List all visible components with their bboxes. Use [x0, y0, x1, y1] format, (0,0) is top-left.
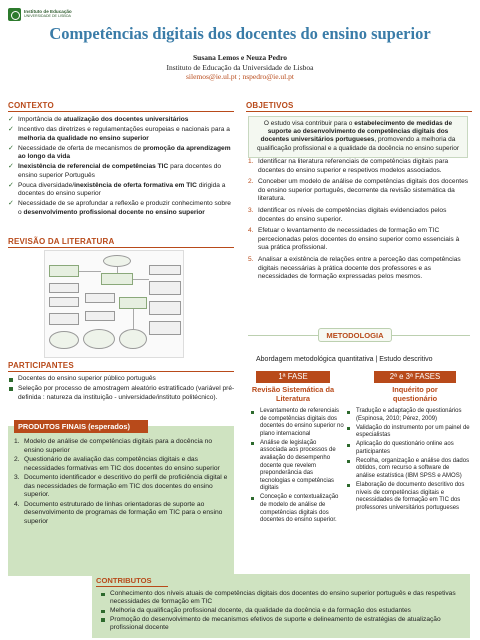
diagram-node: [83, 329, 115, 349]
diagram-node: [149, 321, 181, 335]
diagram-node: [119, 329, 147, 349]
phase1-label: 1ª FASE: [256, 371, 330, 383]
poster-title: Competências digitais dos docentes do ensino superior: [49, 24, 431, 43]
check-icon: ✓: [8, 200, 14, 208]
email: silemos@ie.ul.pt ; nspedro@ie.ul.pt: [186, 72, 294, 81]
diagram-node: [85, 311, 115, 321]
revisao-rule: [8, 247, 234, 248]
list-item: Tradução e adaptação de questionários (Espinosa, 2010; Pérez, 2009): [346, 408, 470, 423]
institution: Instituto de Educação da Universidade de Lisboa: [166, 62, 314, 72]
objetivos-list: [248, 158, 470, 285]
list-item: 3. Documento identificador e descritivo do perfil de proficiência digital e das necessidades de formação em TIC dos docentes do ensino superior.: [14, 474, 228, 499]
check-icon: ✓: [8, 116, 14, 123]
diagram-node: [49, 313, 79, 325]
logo-text: Instituto de Educação: [24, 9, 72, 14]
diagram-node: [103, 255, 131, 267]
check-icon: ✓: [8, 181, 14, 189]
contexto-heading: CONTEXTO: [8, 101, 54, 110]
metodologia-line-right: [392, 335, 470, 336]
contexto-list: [8, 116, 236, 219]
list-item: Análise de legislação associada aos processos de avaliação do desempenho docente que revelem preponderância das tecnologias e competências digitais: [250, 440, 344, 493]
diagram-node: [85, 293, 115, 303]
square-bullet-icon: [9, 378, 13, 382]
list-item: 3. Identificar os níveis de competências digitais evidenciados pelos docentes do ensino superior.: [248, 206, 447, 223]
list-item: ✓ Inexistência de referencial de competências TIC para docentes do ensino superior Português: [8, 163, 222, 179]
produtos-heading: PRODUTOS FINAIS (esperados): [14, 420, 148, 433]
metodologia-line-left: [248, 335, 318, 336]
square-bullet-icon: [347, 460, 350, 463]
square-bullet-icon: [347, 484, 350, 487]
produtos-list: [14, 438, 232, 527]
objetivos-heading: OBJETIVOS: [246, 101, 294, 110]
list-item: 2. Questionário de avaliação das competências digitais e das necessidades formativas em TIC dos docentes do ensino superior: [14, 456, 220, 472]
list-item: 2. Conceber um modelo de análise de competências digitais dos docentes do ensino superior português, decorrente da revisão sistemática da literatura.: [248, 178, 469, 203]
contributos-heading: CONTRIBUTOS: [96, 576, 152, 585]
square-bullet-icon: [347, 411, 350, 414]
literature-review-diagram: [44, 250, 184, 358]
diagram-node: [101, 273, 133, 285]
author-block: [0, 53, 480, 82]
logo-subtext: UNIVERSIDADE DE LISBOA: [24, 14, 71, 18]
check-icon: ✓: [8, 144, 14, 152]
list-item: Recolha, organização e análise dos dados obtidos, com recurso a software de análise estatística (IBM SPSS e AMOS): [346, 458, 470, 481]
authors: Susana Lemos e Neuza Pedro: [192, 53, 288, 62]
participantes-rule: [8, 371, 234, 372]
square-bullet-icon: [101, 618, 105, 622]
objetivos-rule: [246, 111, 472, 112]
list-item: Conceção e contextualização de modelo de análise de competências digitais dos docentes do ensino superior.: [250, 494, 344, 524]
list-item: ✓ Importância de atualização dos docentes universitários: [8, 116, 189, 123]
square-bullet-icon: [101, 610, 105, 614]
diagram-connector: [133, 279, 149, 280]
square-bullet-icon: [347, 427, 350, 430]
participantes-heading: PARTICIPANTES: [8, 361, 74, 370]
diagram-node: [149, 265, 181, 275]
list-item: Aplicação do questionário online aos participantes: [346, 441, 470, 456]
list-item: 1. Identificar na literatura referenciais de competências digitais para docentes do ensino superior e respetivos modelos associados.: [248, 158, 449, 174]
logo-mark-icon: [8, 8, 21, 21]
list-item: Promoção do desenvolvimento de mecanismos efetivos de suporte e delineamento de estratégias de atualização profissional docente: [100, 616, 466, 632]
square-bullet-icon: [9, 387, 13, 391]
diagram-node: [49, 297, 79, 307]
list-item: ✓ Necessidade de se aprofundar a reflexão e produzir conhecimento sobre o desenvolvimento profissional docente no ensino superior: [8, 200, 231, 216]
diagram-node: [49, 265, 79, 277]
phase1-subtitle: Revisão Sistemática da Literatura: [251, 385, 335, 403]
square-bullet-icon: [347, 444, 350, 447]
square-bullet-icon: [251, 411, 254, 414]
diagram-node: [119, 297, 147, 309]
phase2-list: [346, 408, 470, 514]
contributos-rule: [96, 586, 168, 587]
list-item: Seleção por processo de amostragem aleatório estratificado (variável pré-definida : natureza da instituição - universidade/instituto politécnico).: [8, 385, 238, 402]
diagram-connector: [117, 267, 118, 273]
check-icon: ✓: [8, 163, 14, 171]
phase2-label: 2ª e 3ª FASES: [374, 371, 456, 383]
phase2-subtitle: Inquérito por questionário: [392, 385, 438, 403]
list-item: 5. Analisar a existência de relações entre a perceção das competências digitais necessárias à prática docente dos professores e as necessidades de formação expressadas pelos mesmos.: [248, 255, 461, 281]
list-item: Validação do instrumento por um painel de especialistas: [346, 425, 470, 440]
participantes-list: [8, 375, 238, 404]
revisao-heading: REVISÃO DA LITERATURA: [8, 237, 115, 246]
diagram-connector: [133, 309, 134, 329]
list-item: 4. Efetuar o levantamento de necessidades de formação em TIC percecionadas pelos docentes do ensino superior como essenciais à sua prática profissional.: [248, 227, 460, 252]
square-bullet-icon: [101, 593, 105, 597]
list-item: Docentes do ensino superior público português: [8, 375, 238, 384]
check-icon: ✓: [8, 125, 14, 133]
list-item: Conhecimento dos níveis atuais de competências digitais dos docentes do ensino superior português e das respetivas necessidades de formação em TIC: [100, 590, 466, 606]
list-item: 1. Modelo de análise de competências digitais para a docência no ensino superior: [14, 438, 213, 454]
list-item: Levantamento de referenciais de competências digitais dos docentes do ensino superior no plano internacional: [250, 408, 344, 438]
list-item: ✓ Incentivo das diretrizes e regulamentações europeias e nacionais para a melhoria da qualidade no ensino superior: [8, 125, 230, 142]
list-item: ✓ Necessidade de oferta de mecanismos de promoção da aprendizagem ao longo da vida: [8, 144, 231, 161]
diagram-node: [149, 301, 181, 315]
list-item: Elaboração de documento descritivo dos níveis de competências digitais e necessidades de formação em TIC dos professores universitários portugueses: [346, 482, 470, 512]
list-item: 4. Documento estruturado de linhas orientadoras de suporte ao desenvolvimento de programas de formação em TIC para o ensino superior: [14, 500, 223, 526]
diagram-node: [49, 331, 79, 349]
diagram-node: [149, 281, 181, 295]
metodologia-approach: Abordagem metodológica quantitativa | Estudo descritivo: [256, 356, 433, 363]
phase1-list: [250, 408, 344, 526]
objetivos-intro: O estudo visa contribuir para o estabelecimento de medidas de suporte ao desenvolvimento de competências digitais dos docentes universitários portugueses, promovendo a melhoria da qualificação profissional e a qualidade da docência no ensino superior: [248, 116, 468, 158]
contexto-rule: [8, 111, 234, 112]
list-item: ✓ Pouca diversidade/inexistência de oferta formativa em TIC dirigida a docentes do ensino superior: [8, 181, 226, 198]
metodologia-heading: METODOLOGIA: [318, 328, 392, 342]
list-item: Melhoria da qualificação profissional docente, da qualidade da docência e da formação dos estudantes: [100, 607, 466, 615]
institution-logo: [8, 6, 78, 22]
diagram-connector: [79, 271, 101, 272]
diagram-node: [49, 283, 79, 293]
square-bullet-icon: [251, 442, 254, 445]
contributos-list: [100, 590, 466, 633]
square-bullet-icon: [251, 497, 254, 500]
